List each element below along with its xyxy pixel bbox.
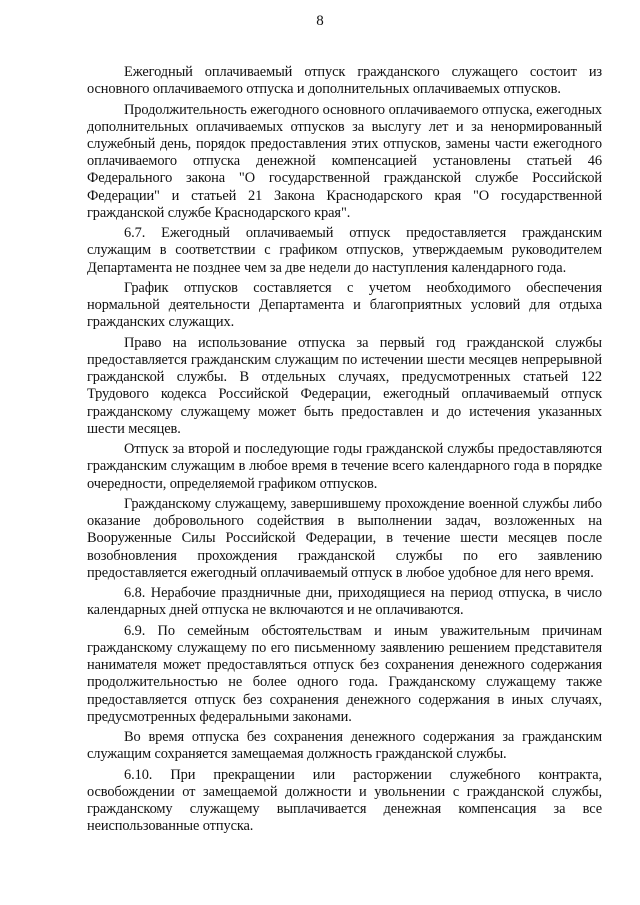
paragraph-annual-leave-composition: Ежегодный оплачиваемый отпуск гражданского служащего состоит из основного оплачиваемого отпуска и дополнительных оплачиваемых отпусков. xyxy=(87,64,602,98)
page-number: 8 xyxy=(316,13,324,29)
paragraph-military-service: Гражданскому служащему, завершившему прохождение военной службы либо оказание добровольного содействия в выполнении задач, возложенных на Вооруженные Силы Российской Федерации, в течение шести месяцев после возобновления прохождения гражданской службы по его заявлению предоставляется ежегодный оплачиваемый отпуск в любое удобное для него время. xyxy=(87,496,602,581)
paragraph-6-8: 6.8. Нерабочие праздничные дни, приходящиеся на период отпуска, в число календарных дней отпуска не включаются и не оплачиваются. xyxy=(87,585,602,619)
paragraph-6-10: 6.10. При прекращении или расторжении служебного контракта, освобождении от замещаемой должности и увольнении с гражданской службы, гражданскому служащему выплачивается денежная компенсация за все неиспользованные отпуска. xyxy=(87,766,602,835)
paragraph-second-year-leave: Отпуск за второй и последующие годы гражданской службы предоставляются гражданским служащим в любое время в течение всего календарного года в порядке очередности, определяемой графиком отпусков. xyxy=(87,441,602,492)
paragraph-leave-duration: Продолжительность ежегодного основного оплачиваемого отпуска, ежегодных дополнительных оплачиваемых отпусков за выслугу лет и за ненормированный служебный день, порядок предоставления этих отпусков, замены части ежегодного оплачиваемого отпуска денежной компенсацией установлены статьей 46 Федерального закона "О государственной гражданской службе Российской Федерации" и статьей 21 Закона Краснодарского края "О государственной гражданской службе Краснодарского края". xyxy=(87,101,602,221)
paragraph-leave-schedule: График отпусков составляется с учетом необходимого обеспечения нормальной деятельности Департамента и благоприятных условий для отдыха гражданских служащих. xyxy=(87,280,602,331)
document-body xyxy=(87,64,602,836)
paragraph-6-7: 6.7. Ежегодный оплачиваемый отпуск предоставляется гражданским служащим в соответствии с графиком отпусков, утверждаемым руководителем Департамента не позднее чем за две недели до наступления календарного года. xyxy=(87,225,602,276)
paragraph-first-year-leave: Право на использование отпуска за первый год гражданской службы предоставляется гражданским служащим по истечении шести месяцев непрерывной гражданской службы. В отдельных случаях, предусмотренных статьей 122 Трудового кодекса Российской Федерации, ежегодный оплачиваемый отпуск гражданскому служащему может быть предоставлен и до истечения указанных шести месяцев. xyxy=(87,334,602,437)
paragraph-unpaid-leave-position: Во время отпуска без сохранения денежного содержания за гражданским служащим сохраняется замещаемая должность гражданской службы. xyxy=(87,729,602,763)
paragraph-6-9: 6.9. По семейным обстоятельствам и иным уважительным причинам гражданскому служащему по его письменному заявлению решением представителя нанимателя может предоставляться отпуск без сохранения денежного содержания продолжительностью не более одного года. Гражданскому служащему также предоставляется отпуск без сохранения денежного содержания в иных случаях, предусмотренных федеральными законами. xyxy=(87,622,602,725)
